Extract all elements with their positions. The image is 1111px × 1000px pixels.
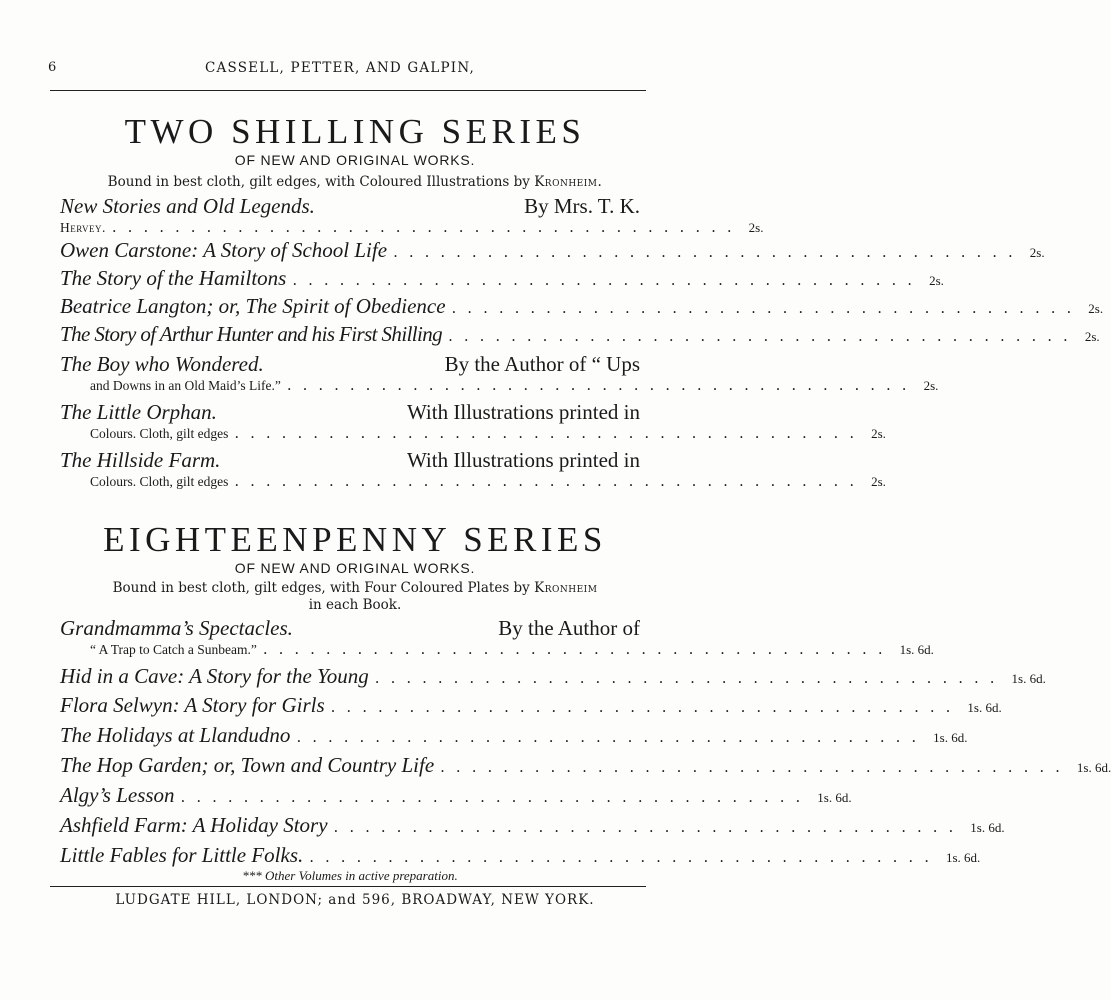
list-item (60, 783, 852, 807)
book-price: 2s. (1029, 245, 1045, 260)
book-title: New Stories and Old Legends. (60, 194, 315, 218)
book-title: The Story of the Hamiltons (60, 266, 287, 290)
dot-leader: ........................................ (451, 299, 1083, 317)
book-price: 1s. 6d. (899, 642, 934, 657)
list-item (60, 194, 764, 236)
book-price: 1s. 6d. (945, 850, 981, 865)
dot-leader: ........................................ (448, 327, 1079, 345)
list-item (60, 294, 1104, 318)
dot-leader: ........................................ (234, 424, 866, 442)
book-title: The Holidays at Llandudno (60, 723, 291, 747)
book-title: Grandmamma’s Spectacles. (60, 616, 293, 640)
dot-leader: ........................................ (234, 472, 866, 490)
illustrator-name: Kronheim. (534, 174, 603, 190)
book-title: Little Fables for Little Folks. (60, 843, 304, 867)
book-title: The Boy who Wondered. (60, 352, 264, 376)
book-price: 1s. 6d. (933, 730, 968, 745)
dot-leader: ........................................ (180, 788, 812, 806)
book-price: 1s. 6d. (1011, 671, 1046, 686)
header-rule (50, 90, 646, 91)
eighteenpenny-binding-note (60, 580, 650, 614)
book-price: 1s. 6d. (1076, 760, 1111, 775)
list-item (60, 266, 944, 290)
dot-leader: ........................................ (330, 698, 962, 716)
two-shilling-title: TWO SHILLING SERIES (124, 112, 586, 151)
book-title: The Hillside Farm. (60, 448, 221, 472)
footer-rule (50, 886, 646, 887)
book-price: 1s. 6d. (970, 820, 1005, 835)
book-title: The Little Orphan. (60, 400, 217, 424)
book-title: Beatrice Langton; or, The Spirit of Obedience (60, 294, 446, 318)
list-item (60, 322, 1100, 346)
two-shilling-subtitle: OF NEW AND ORIGINAL WORKS. (234, 152, 476, 168)
book-title: Owen Carstone: A Story of School Life (60, 238, 388, 262)
book-price: 2s. (871, 426, 886, 441)
dot-leader: ........................................ (309, 848, 940, 866)
book-title: Flora Selwyn: A Story for Girls (60, 693, 325, 717)
dot-leader: ........................................ (374, 669, 1006, 687)
dot-leader: ........................................ (111, 218, 743, 236)
dot-leader: ........................................ (286, 376, 918, 394)
publisher-address: LUDGATE HILL, LONDON; and 596, BROADWAY, NEW YORK. (115, 892, 595, 908)
book-price: 2s. (923, 378, 939, 393)
list-item (60, 723, 968, 747)
list-item (60, 238, 1045, 262)
list-item (60, 352, 939, 394)
dot-leader: ........................................ (296, 728, 928, 746)
book-note: With Illustrations printed in (406, 400, 640, 424)
dot-leader: ........................................ (393, 243, 1024, 261)
two-shilling-binding-note (60, 174, 650, 191)
eighteenpenny-subtitle: OF NEW AND ORIGINAL WORKS. (234, 560, 476, 576)
book-author-cont: Hervey. (60, 220, 106, 235)
book-author: By Mrs. T. K. (524, 194, 640, 218)
dot-leader: ........................................ (262, 640, 894, 658)
book-author: By the Author of (498, 616, 640, 640)
dot-leader: ........................................ (292, 271, 924, 289)
publisher-name: CASSELL, PETTER, AND GALPIN, (205, 60, 475, 76)
book-author-cont: “ A Trap to Catch a Sunbeam.” (90, 642, 257, 657)
book-author: By the Author of “ Ups (444, 352, 640, 376)
list-item (60, 664, 1046, 688)
book-title: Ashfield Farm: A Holiday Story (60, 813, 328, 837)
list-item (60, 753, 1111, 777)
book-note: With Illustrations printed in (406, 448, 640, 472)
book-price: 1s. 6d. (967, 700, 1002, 715)
list-item (60, 448, 886, 490)
binding-text: Bound in best cloth, gilt edges, with Four Coloured Plates by (112, 580, 530, 596)
list-item (60, 616, 934, 658)
book-title: Algy’s Lesson (60, 783, 175, 807)
page-number: 6 (48, 60, 57, 75)
binding-text-cont: in each Book. (308, 597, 402, 613)
list-item (60, 693, 1002, 717)
book-price: 2s. (871, 474, 886, 489)
book-title: The Story of Arthur Hunter and his First Shilling (60, 322, 443, 346)
book-note-cont: Colours. Cloth, gilt edges (90, 474, 229, 489)
preparation-note: *** Other Volumes in active preparation. (242, 868, 458, 883)
book-price: 2s. (1088, 301, 1104, 316)
list-item (60, 813, 1005, 837)
book-title: Hid in a Cave: A Story for the Young (60, 664, 369, 688)
illustrator-name: Kronheim (534, 580, 598, 596)
dot-leader: ........................................ (440, 758, 1071, 776)
list-item (60, 843, 981, 867)
book-author-cont: and Downs in an Old Maid’s Life.” (90, 378, 281, 393)
list-item (60, 400, 886, 442)
book-note-cont: Colours. Cloth, gilt edges (90, 426, 229, 441)
running-head (40, 58, 640, 80)
book-price: 1s. 6d. (817, 790, 852, 805)
book-price: 2s. (929, 273, 944, 288)
book-price: 2s. (748, 220, 764, 235)
dot-leader: ........................................ (333, 818, 965, 836)
book-price: 2s. (1084, 329, 1100, 344)
book-title: The Hop Garden; or, Town and Country Life (60, 753, 435, 777)
eighteenpenny-title: EIGHTEENPENNY SERIES (103, 520, 607, 559)
binding-text: Bound in best cloth, gilt edges, with Coloured Illustrations by (107, 174, 530, 190)
